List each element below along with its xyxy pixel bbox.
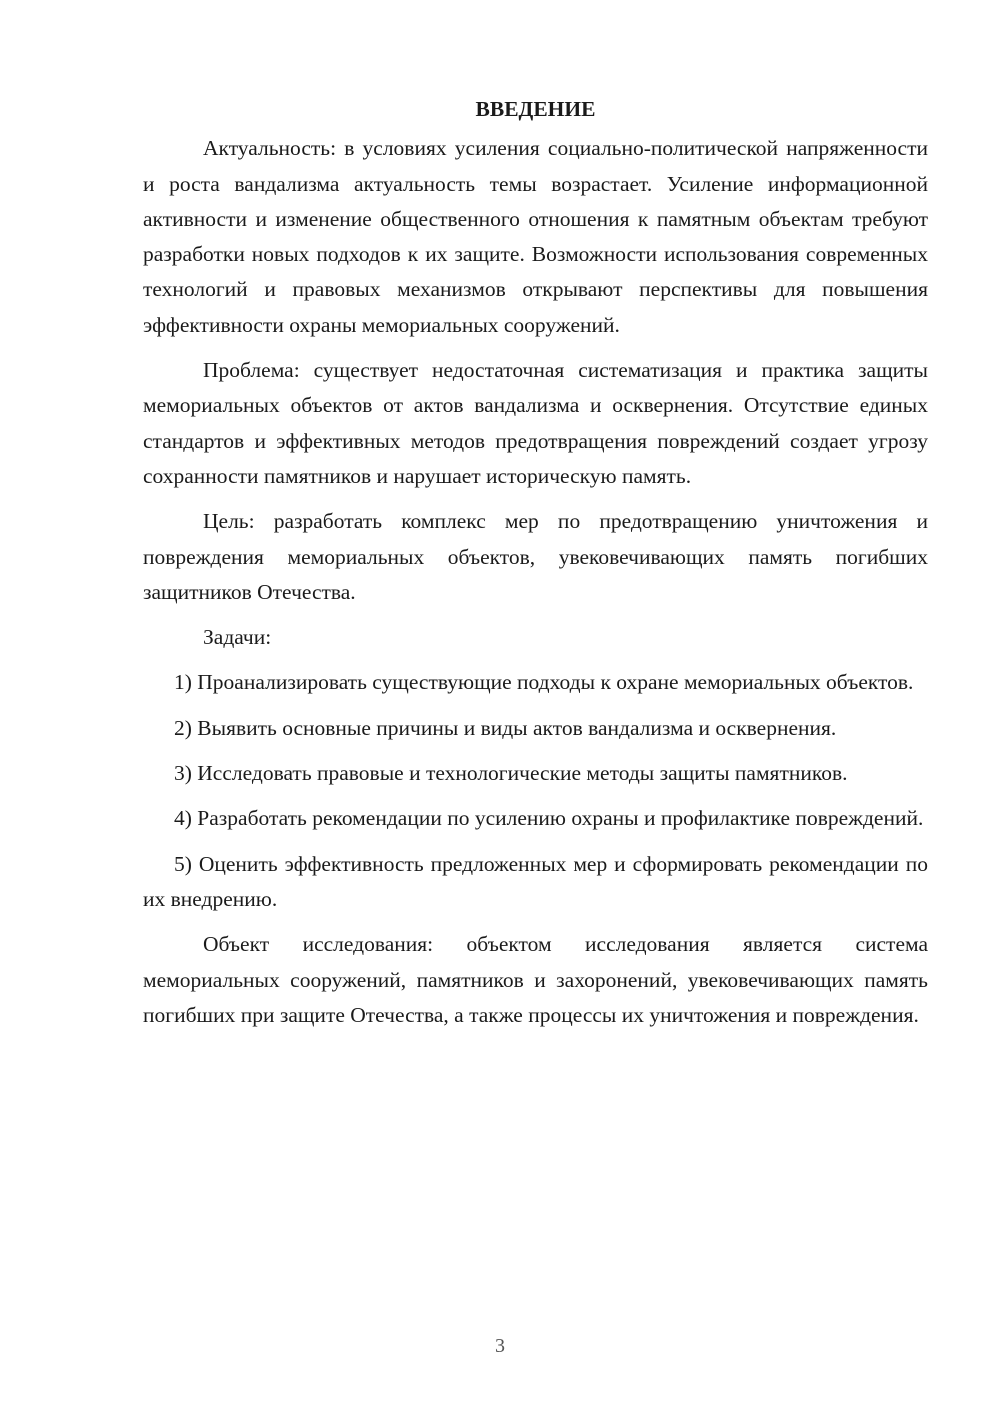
page-number: 3 bbox=[495, 1335, 505, 1357]
section-heading: ВВЕДЕНИЕ bbox=[475, 97, 596, 121]
task-item: 2) Выявить основные причины и виды актов вандализма и осквернения. bbox=[174, 715, 837, 740]
problem-paragraph: Проблема: существует недостаточная систематизация и практика защиты мемориальных объектов от актов вандализма и осквернения. Отсутствие единых стандартов и эффективных методов предотвращения повреждений создает угрозу сохранности памятников и нарушает историческую память. bbox=[143, 358, 928, 488]
object-paragraph: Объект исследования: объектом исследования является система мемориальных сооружений, памятников и захоронений, увековечивающих память погибших при защите Отечества, а также процессы их уничтожения и повреждения. bbox=[143, 932, 928, 1027]
relevance-paragraph: Актуальность: в условиях усиления социально-политической напряженности и роста вандализма актуальность темы возрастает. Усиление информационной активности и изменение общественного отношения к памятным объектам требуют разработки новых подходов к их защите. Возможности использования современных технологий и правовых механизмов открывают перспективы для повышения эффективности охраны мемориальных сооружений. bbox=[143, 136, 928, 337]
task-item: 4) Разработать рекомендации по усилению охраны и профилактике повреждений. bbox=[174, 806, 924, 831]
goal-paragraph: Цель: разработать комплекс мер по предотвращению уничтожения и повреждения мемориальных объектов, увековечивающих память погибших защитников Отечества. bbox=[143, 509, 928, 604]
task-item: 5) Оценить эффективность предложенных мер и сформировать рекомендации по их внедрению. bbox=[143, 851, 928, 911]
tasks-title: Задачи: bbox=[203, 625, 272, 650]
task-item: 3) Исследовать правовые и технологические методы защиты памятников. bbox=[174, 761, 848, 786]
document-body bbox=[143, 92, 928, 1043]
task-item: 1) Проанализировать существующие подходы к охране мемориальных объектов. bbox=[174, 670, 914, 695]
